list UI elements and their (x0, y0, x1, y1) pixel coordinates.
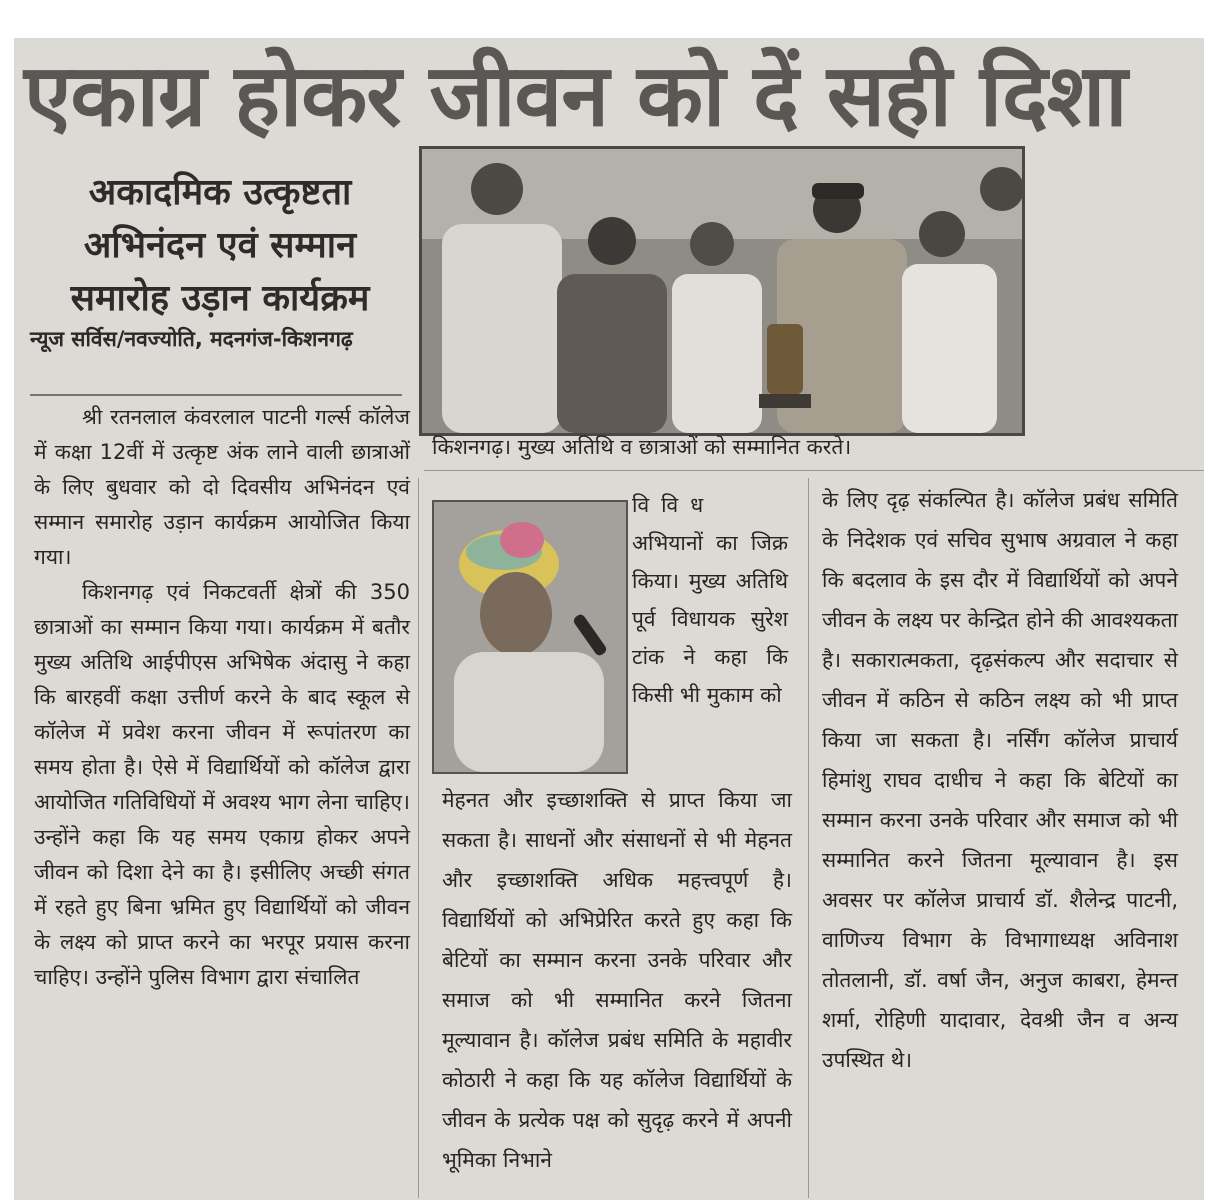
subheading-line: समारोह उड़ान कार्यक्रम (70, 278, 370, 319)
article-column-3: के लिए दृढ़ संकल्पित है। कॉलेज प्रबंध समिति के निदेशक एवं सचिव सुभाष अग्रवाल ने कहा कि बदलाव के इस दौर में विद्यार्थियों को अपने जीवन के लक्ष्य पर केन्द्रित होने की आवश्यकता है। सकारात्मकता, दृढ़संकल्प और सदाचार से जीवन में कठिन से कठिन लक्ष्य को भी प्राप्त किया जा सकता है। नर्सिंग कॉलेज प्राचार्य हिमांशु राघव दाधीच ने कहा कि बेटियों का सम्मान करना उनके परिवार और समाज को भी सम्मानित करने जितना मूल्यावान है। इस अवसर पर कॉलेज प्राचार्य डॉ. शैलेन्द्र पाटनी, वाणिज्य विभाग के विभागाध्यक्ष अविनाश तोतलानी, डॉ. वर्षा जैन, अनुज काबरा, हेमन्त शर्मा, रोहिणी यादावार, देवश्री जैन व अन्य उपस्थित थे। (822, 488, 1178, 1072)
article-column-2-top (632, 486, 788, 714)
column-divider (808, 478, 809, 1198)
dropped-word: विविध (632, 493, 716, 517)
byline-divider (30, 394, 402, 396)
speaker-photo (432, 500, 628, 774)
ceremony-photo-illustration (422, 149, 1022, 433)
newspaper-clipping (14, 38, 1204, 1200)
caption-divider (424, 470, 1204, 471)
award-ceremony-photo (419, 146, 1025, 436)
subheading-line: अभिनंदन एवं सम्मान (83, 225, 357, 266)
subheading-line: अकादमिक उत्कृष्टता (88, 172, 352, 213)
paragraph: अभियानों का जिक्र किया। मुख्य अतिथि पूर्व विधायक सुरेश टांक ने कहा कि किसी भी मुकाम को (632, 531, 788, 707)
speaker-photo-illustration (434, 502, 626, 772)
column-divider (418, 478, 419, 1198)
photo-caption: किशनगढ़। मुख्य अतिथि व छात्राओं को सम्मानित करते। (432, 435, 852, 459)
paragraph: किशनगढ़ एवं निकटवर्ती क्षेत्रों की 350 छात्राओं का सम्मान किया गया। कार्यक्रम में बतौर मुख्य अतिथि आईपीएस अभिषेक अंदासु ने कहा कि बारहवीं कक्षा उत्तीर्ण करने के बाद स्कूल से कॉलेज में प्रवेश करना जीवन में रूपांतरण का समय होता है। ऐसे में विद्यार्थियों को कॉलेज द्वारा आयोजित गतिविधियों में अवश्य भाग लेना चाहिए। उन्होंने कहा कि यह समय एकाग्र होकर अपने जीवन को दिशा देने का है। इसीलिए अच्छी संगत में रहते हुए बिना भ्रमित हुए विद्यार्थियों को जीवन के लक्ष्य को प्राप्त करने का भरपूर प्रयास करना चाहिए। उन्होंने पुलिस विभाग द्वारा संचालित (34, 580, 410, 989)
paragraph: श्री रतनलाल कंवरलाल पाटनी गर्ल्स कॉलेज में कक्षा 12वीं में उत्कृष्ट अंक लाने वाली छात्राओं के लिए बुधवार को दो दिवसीय अभिनंदन एवं सम्मान समारोह उड़ान कार्यक्रम आयोजित किया गया। (34, 405, 410, 569)
subheading (50, 166, 390, 325)
article-column-2-bottom: मेहनत और इच्छाशक्ति से प्राप्त किया जा सकता है। साधनों और संसाधनों से भी मेहनत और इच्छाशक्ति अधिक महत्त्वपूर्ण है। विद्यार्थियों को अभिप्रेरित करते हुए कहा कि बेटियों का सम्मान करना उनके परिवार और समाज को भी सम्मानित करने जितना मूल्यावान है। कॉलेज प्रबंध समिति के महावीर कोठारी ने कहा कि यह कॉलेज विद्यार्थियों के जीवन के प्रत्येक पक्ष को सुदृढ़ करने में अपनी भूमिका निभाने (442, 788, 792, 1172)
byline: न्यूज सर्विस/नवज्योति, मदनगंज-किशनगढ़ (30, 327, 353, 351)
article-column-1 (34, 400, 410, 995)
headline: एकाग्र होकर जीवन को दें सही दिशा (24, 46, 1127, 146)
